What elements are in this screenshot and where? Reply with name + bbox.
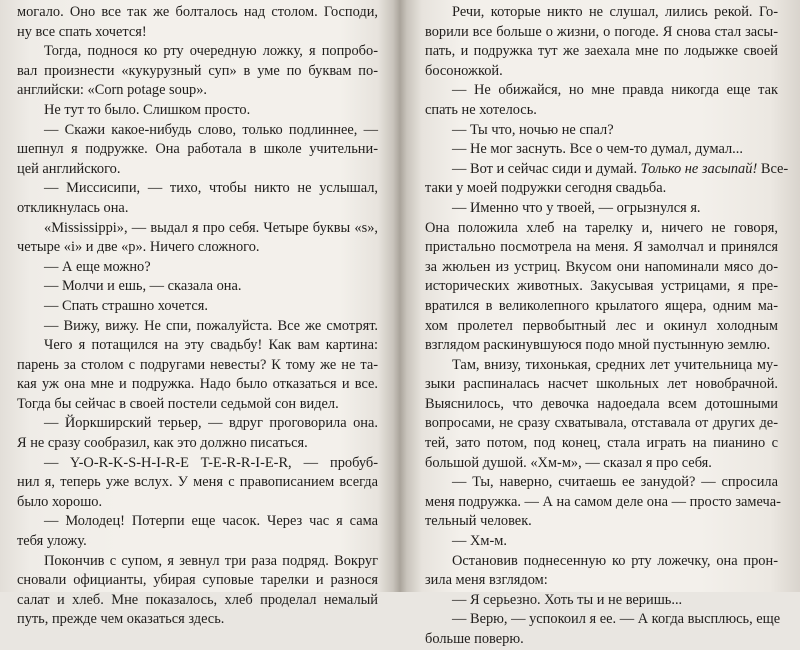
- text-line: зыки распиналась насчет школьных лет новобрачной.: [425, 376, 778, 393]
- text-line: — Я серьезно. Хоть ты и не веришь...: [452, 591, 683, 608]
- text-line: — Скажи какое-нибудь слово, только подлиннее, —: [44, 121, 378, 138]
- text-line: тей, зато потом, под конец, стала играть на пианино с: [425, 435, 778, 452]
- text-line: Тогда бы сейчас в своей постели седьмой сон видел.: [17, 395, 339, 412]
- text-line: — Хм-м.: [452, 533, 507, 550]
- text-line: тебя уложу.: [17, 533, 87, 550]
- text-line: Речи, которые никто не слушал, лились рекой. Го-: [452, 4, 778, 20]
- text-line: таки у моей подружки сегодня свадьба.: [425, 180, 667, 197]
- text-line: Выяснилось, что девочка надоедала всем дотошными: [425, 395, 778, 412]
- text-line: большой душой. «Хм-м», — сказал я про себя.: [425, 454, 712, 471]
- text-line: [425, 160, 789, 180]
- text-line: — Ты что, ночью не спал?: [452, 121, 614, 138]
- text-line: взглядом раскинувшуюся подо мной пустынную землю.: [425, 337, 771, 354]
- text-line: за жюльен из устриц. Вкусом они напоминали мясо до-: [425, 258, 778, 275]
- text-line: — Спать страшно хочется.: [44, 297, 208, 314]
- text-line: — Именно что у твоей, — огрызнулся я.: [452, 199, 701, 216]
- text-line: Я не сразу сообразил, как это должно писаться.: [17, 435, 308, 452]
- text-line: меня подружка. — А на самом деле она — просто замеча-: [425, 493, 781, 510]
- text-line: — Молодец! Потерпи еще часок. Через час я сама: [44, 513, 378, 530]
- text-line: было хорошо.: [17, 493, 103, 510]
- text-line: могало. Оно все так же болталось над столом. Господи,: [17, 4, 378, 20]
- text-line: «Mississippi», — выдал я про себя. Четыре буквы «s»,: [44, 219, 378, 236]
- text-line: босоножкой.: [425, 62, 503, 79]
- text-line: зила меня взглядом:: [425, 572, 548, 589]
- text-line: больше поверю.: [425, 631, 524, 647]
- text-line: — Ты, наверно, считаешь ее занудой? — спросила: [452, 474, 778, 491]
- text-line: Тогда, поднося ко рту очередную ложку, я попробо-: [44, 43, 378, 60]
- text-line: откликнулась она.: [17, 199, 129, 216]
- italic-phrase: Только не засыпай!: [640, 160, 758, 177]
- text-line: Не тут то было. Слишком просто.: [44, 101, 251, 118]
- text-line: — Y-O-R-K-S-H-I-R-E T-E-R-R-I-E-R, — пробуб-: [44, 454, 378, 471]
- text-line: парень за столом с подругами невесты? К тому же не та-: [17, 356, 378, 373]
- text-line: спать не хотелось.: [425, 101, 537, 118]
- text-line: исторических животных. Закусывая устрицами, я пре-: [425, 278, 778, 295]
- text-line: Остановив поднесенную ко рту ложечку, она прон-: [452, 552, 778, 569]
- text-line: ну все спать хочется!: [17, 23, 147, 40]
- right-page: [425, 3, 789, 650]
- left-page: [17, 3, 378, 630]
- text-line: — Вижу, вижу. Не спи, пожалуйста. Все же смотрят.: [44, 317, 378, 334]
- text-line: вал произнести «кукурузный суп» в уме по буквам по-: [17, 62, 378, 79]
- text-line: вратился в великолепного крылатого ящера, одним ма-: [425, 297, 778, 314]
- text-line: сновали официанты, убирая суповые тарелки и разнося: [17, 572, 378, 589]
- text-line: пристально посмотрела на меня. Я замолчал и принялся: [425, 239, 778, 256]
- text-line: — Миссисипи, — тихо, чтобы никто не услышал,: [44, 180, 378, 197]
- text-line: кая уж она мне и подружка. Надо было отказаться и все.: [17, 376, 378, 393]
- text-line: — Не обижайся, но мне правда никогда еще так: [452, 82, 778, 99]
- text-line: салат и хлеб. Мне показалось, хлеб проделал немалый: [17, 591, 378, 608]
- text-line: Она положила хлеб на тарелку и, ничего не говоря,: [425, 219, 778, 236]
- text-line: четыре «i» и две «p». Ничего сложного.: [17, 239, 260, 256]
- text-line: ворили все больше о жизни, о погоде. Я снова стал засы-: [425, 23, 778, 40]
- text-line: английски: «Corn potage soup».: [17, 82, 208, 99]
- text-line: нил я, теперь уже вслух. У меня с правописанием всегда: [17, 474, 378, 491]
- text-line: Чего я потащился на эту свадьбу! Как вам картина:: [44, 337, 378, 354]
- text-line: Там, внизу, тихонькая, средних лет учительница му-: [452, 356, 778, 373]
- text-line: — Молчи и ешь, — сказала она.: [44, 278, 242, 295]
- text-line: цей английского.: [17, 160, 121, 177]
- text-line: хом пролетел первобытный лес и окинул холодным: [425, 317, 778, 334]
- text-line: — Не мог заснуть. Все о чем-то думал, думал...: [452, 141, 743, 158]
- text-line: шепнул я подружке. Она работала в школе учительни-: [17, 141, 378, 158]
- text-line: — А еще можно?: [44, 258, 151, 275]
- text-line: тельный человек.: [425, 513, 532, 530]
- text-line-part: — Вот и сейчас сиди и думай.: [452, 160, 641, 177]
- text-line: — Йоркширский терьер, — вдруг проговорила она.: [44, 415, 378, 432]
- text-line: — Верю, — успокоил я ее. — А когда высплюсь, еще: [452, 611, 781, 628]
- text-line: путь, прежде чем оказаться здесь.: [17, 611, 225, 628]
- text-line-part: Все-: [757, 160, 789, 177]
- text-line: пать, и подружка тут же заехала мне по лодыжке своей: [425, 43, 778, 60]
- text-line: Покончив с супом, я зевнул три раза подряд. Вокруг: [44, 552, 378, 569]
- text-line: вопросами, не сразу схватывала, отставала от других де-: [425, 415, 778, 432]
